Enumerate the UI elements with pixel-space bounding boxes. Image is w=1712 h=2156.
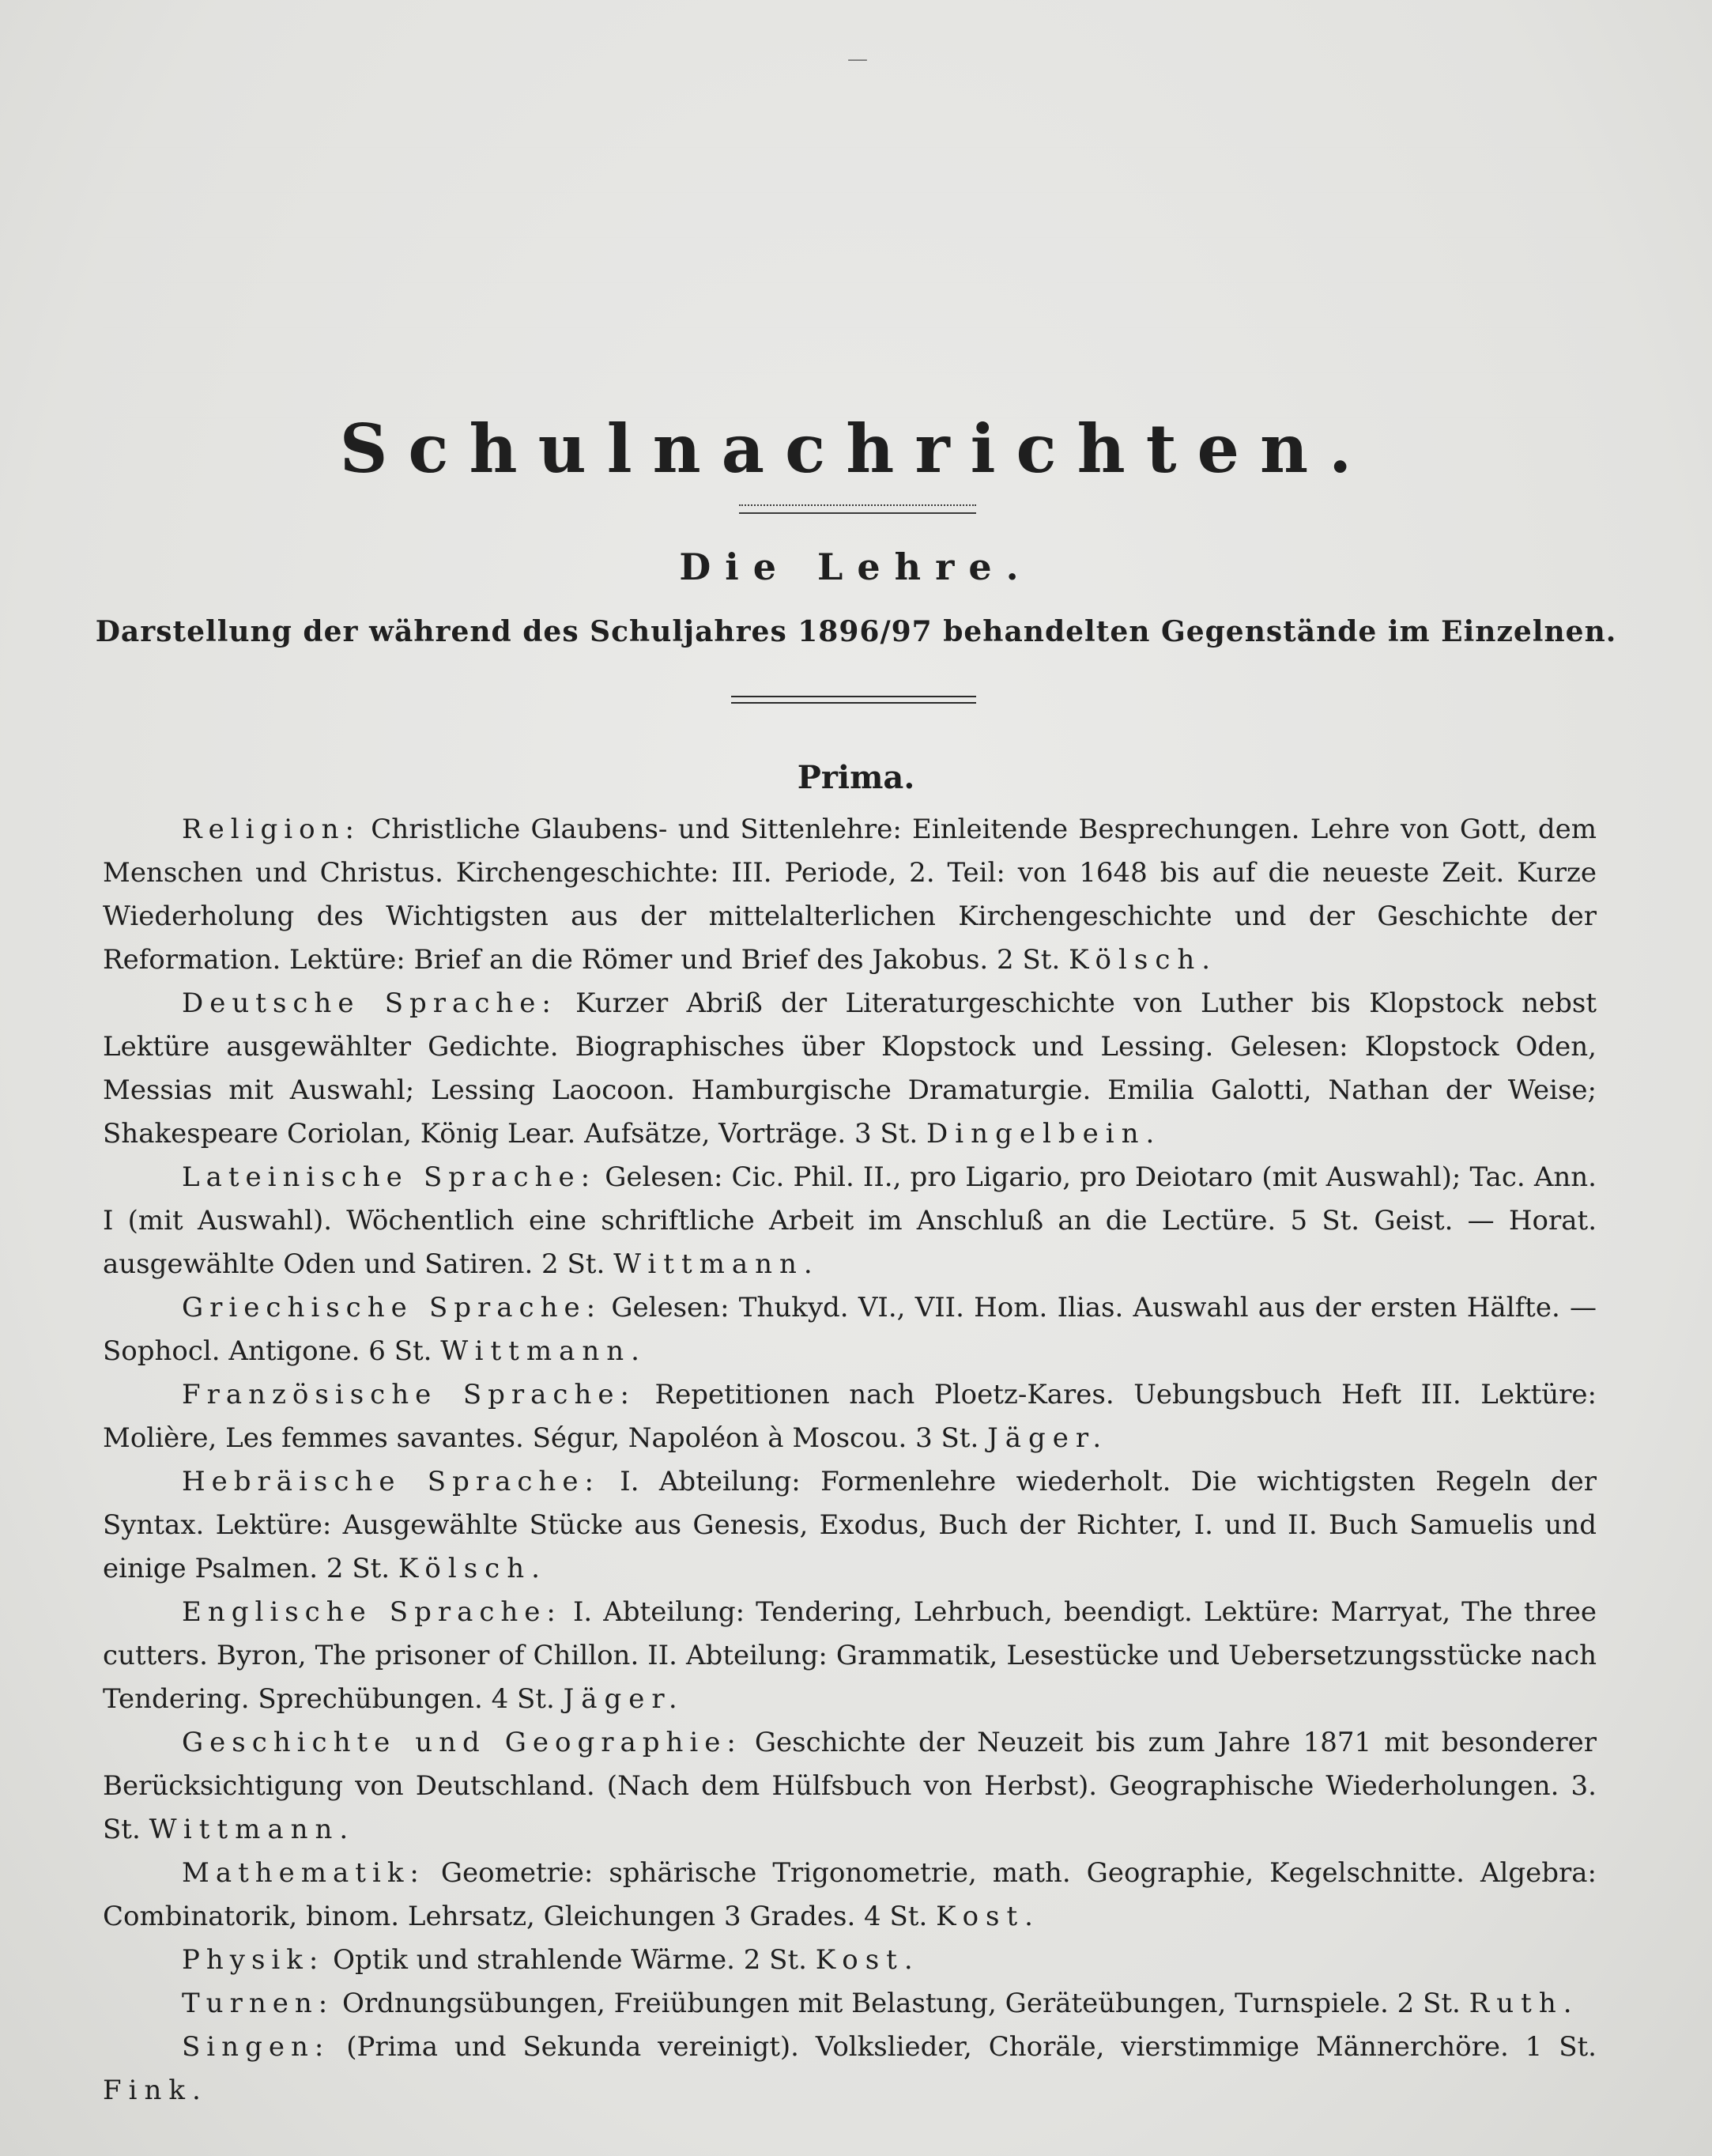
subject-description: I. Abteilung: Formenlehre wiederholt. Die wichtigsten Regeln der Syntax. Lektüre: Ausgewählte Stücke aus Genesis, Exodus, Buch der Richter, I. und II. Buch Samuelis und einige Psalmen. 2 St. (103, 1466, 1597, 1584)
subject-name: Griechische Sprache: (182, 1292, 602, 1323)
subject-description: Optik und strahlende Wärme. 2 St. (324, 1944, 816, 1976)
subject-entry (103, 808, 1597, 982)
subject-entry (103, 1591, 1597, 1721)
subject-entry (103, 982, 1597, 1156)
subject-description: Repetitionen nach Ploetz-Kares. Uebungsbuch Heft III. Lektüre: Molière, Les femmes savantes. Ségur, Napoléon à Moscou. 3 St. (103, 1379, 1597, 1454)
subject-name: Religion: (182, 814, 360, 845)
subject-description: I. Abteilung: Tendering, Lehrbuch, beendigt. Lektüre: Marryat, The three cutters. Byron, The prisoner of Chillon. II. Abteilung: Grammatik, Lesestücke und Uebersetzungsstücke nach Tendering. Sprechübungen. 4 St. (103, 1596, 1597, 1715)
subject-description: Gelesen: Cic. Phil. II., pro Ligario, pro Deiotaro (mit Auswahl); Tac. Ann. I (mit Auswahl). Wöchentlich eine schriftliche Arbeit im Anschluß an die Lectüre. 5 St. Geist. — Horat. ausgewählte Oden und Satiren. 2 St. (103, 1161, 1597, 1280)
subject-name: Physik: (182, 1944, 325, 1976)
subject-name: Geschichte und Geographie: (182, 1727, 742, 1758)
subject-name: Französische Sprache: (182, 1379, 635, 1410)
teacher-name: Ruth. (1469, 1988, 1579, 2019)
subject-description: Gelesen: Thukyd. VI., VII. Hom. Ilias. Auswahl aus der ersten Hälfte. — Sophocl. Antigone. 6 St. (103, 1292, 1597, 1367)
teacher-name: Fink. (103, 2075, 208, 2106)
subject-description: (Prima und Sekunda vereinigt). Volkslieder, Choräle, vierstimmige Männerchöre. 1 St. (330, 2031, 1597, 2063)
bleed-through-text (103, 103, 1605, 459)
subject-entry (103, 1982, 1597, 2026)
teacher-name: Wittmann. (149, 1814, 356, 1845)
subject-entry (103, 1156, 1597, 1286)
decorative-rule (739, 504, 976, 514)
subject-description: Kurzer Abriß der Literaturgeschichte von Luther bis Klopstock nebst Lektüre ausgewählter Gedichte. Biographisches über Klopstock und Lessing. Gelesen: Klopstock Oden, Messias mit Auswahl; Lessing Laocoon. Hamburgische Dramaturgie. Emilia Galotti, Nathan der Weise; Shakespeare Coriolan, König Lear. Aufsätze, Vorträge. 3 St. (103, 987, 1597, 1150)
teacher-name: Jäger. (987, 1422, 1109, 1454)
subject-description: Geometrie: sphärische Trigonometrie, math. Geographie, Kegelschnitte. Algebra: Combinatorik, binom. Lehrsatz, Gleichungen 3 Grades. 4 St. (103, 1857, 1597, 1932)
subject-entry (103, 1721, 1597, 1852)
teacher-name: Wittmann. (440, 1335, 647, 1367)
teacher-name: Kost. (936, 1901, 1040, 1932)
section-subtitle: Darstellung der während des Schuljahres 1896/97 behandelten Gegenstände im Einzelnen. (95, 615, 1617, 648)
subject-name: Lateinische Sprache: (182, 1161, 597, 1193)
subject-name: Mathematik: (182, 1857, 425, 1889)
teacher-name: Kölsch. (398, 1553, 547, 1584)
teacher-name: Wittmann. (613, 1248, 820, 1280)
subject-entry (103, 1460, 1597, 1591)
subject-entry (103, 1373, 1597, 1460)
page-folio-mark: — (847, 47, 868, 71)
subject-name: Deutsche Sprache: (182, 987, 557, 1019)
subject-entry (103, 1286, 1597, 1373)
subject-name: Turnen: (182, 1988, 334, 2019)
subject-name: Singen: (182, 2031, 330, 2063)
subject-entry (103, 1852, 1597, 1939)
section-title: Die Lehre. (679, 546, 1033, 588)
subject-description: Geschichte der Neuzeit bis zum Jahre 1871 mit besonderer Berücksichtigung von Deutschland. (Nach dem Hülfsbuch von Herbst). Geographische Wiederholungen. 3. St. (103, 1727, 1597, 1845)
subject-description: Ordnungsübungen, Freiübungen mit Belastung, Geräteübungen, Turnspiele. 2 St. (334, 1988, 1469, 2019)
subject-name: Hebräische Sprache: (182, 1466, 600, 1497)
teacher-name: Dingelbein. (926, 1118, 1162, 1150)
class-heading: Prima. (797, 759, 915, 796)
teacher-name: Kölsch. (1069, 944, 1218, 976)
subject-entry (103, 2026, 1597, 2113)
subject-list (103, 808, 1597, 2113)
teacher-name: Jäger. (563, 1683, 684, 1715)
double-rule (731, 696, 976, 704)
page-headline: Schulnachrichten. (339, 410, 1373, 488)
subject-name: Englische Sprache: (182, 1596, 562, 1628)
subject-description: Christliche Glaubens- und Sittenlehre: Einleitende Besprechungen. Lehre von Gott, dem Menschen und Christus. Kirchengeschichte: III. Periode, 2. Teil: von 1648 bis auf die neueste Zeit. Kurze Wiederholung des Wichtigsten aus der mittelalterlichen Kirchengeschichte und der Geschichte der Reformation. Lektüre: Brief an die Römer und Brief des Jakobus. 2 St. (103, 814, 1597, 976)
subject-entry (103, 1939, 1597, 1982)
teacher-name: Kost. (815, 1944, 920, 1976)
